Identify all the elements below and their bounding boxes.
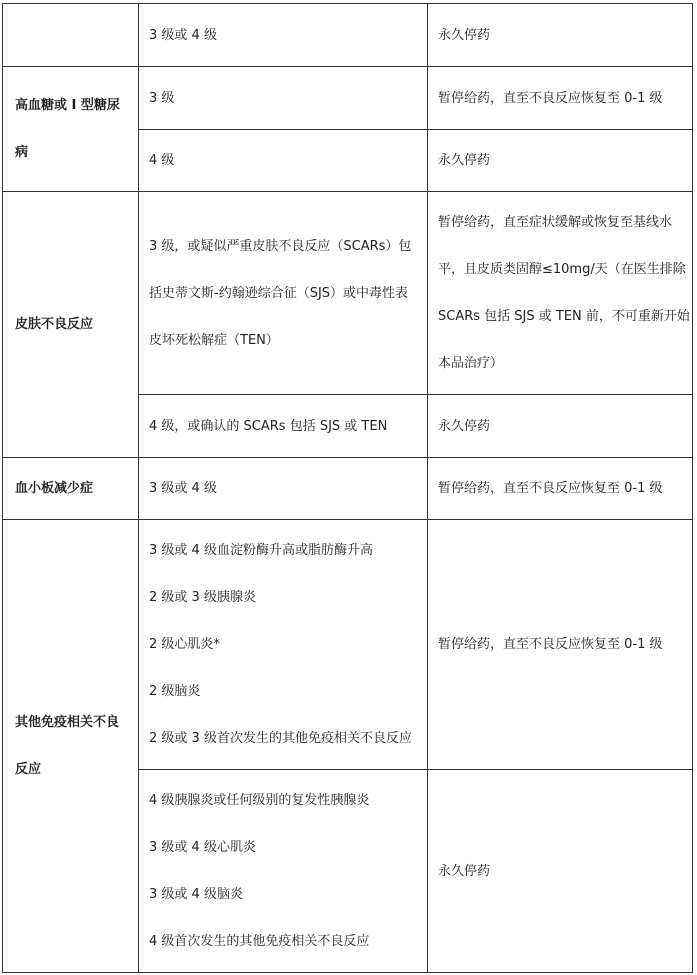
- category-cell-other-irae: [3, 520, 139, 973]
- category-line: 高血糖或 I 型糖尿: [15, 98, 120, 113]
- grade-cell: 4 级，或确认的 SCARs 包括 SJS 或 TEN: [139, 395, 428, 458]
- grade-line: 4 级胰腺炎或任何级别的复发性胰腺炎: [149, 793, 370, 808]
- action-line: 暂停给药，直至症状缓解或恢复至基线水: [438, 215, 673, 230]
- category-cell-thrombocytopenia: 血小板减少症: [3, 458, 139, 520]
- table-row: [3, 458, 693, 520]
- table-row: [3, 67, 693, 130]
- grade-line: 2 级或 3 级首次发生的其他免疫相关不良反应: [149, 731, 412, 746]
- category-cell-hyperglycemia: [3, 67, 139, 192]
- category-cell-skin: 皮肤不良反应: [3, 192, 139, 458]
- adverse-reaction-dose-table: [2, 3, 693, 973]
- action-cell: 暂停给药，直至不良反应恢复至 0-1 级: [428, 458, 693, 520]
- action-cell: 暂停给药，直至不良反应恢复至 0-1 级: [428, 67, 693, 130]
- action-cell: 暂停给药，直至不良反应恢复至 0-1 级: [428, 520, 693, 770]
- grade-line: 2 级或 3 级胰腺炎: [149, 590, 256, 605]
- grade-cell: [139, 770, 428, 973]
- grade-cell: [139, 520, 428, 770]
- action-line: 平，且皮质类固醇≤10mg/天（在医生排除: [438, 262, 686, 277]
- category-line: 其他免疫相关不良: [15, 715, 120, 730]
- action-cell: [428, 192, 693, 395]
- grade-line: 括史蒂文斯-约翰逊综合征（SJS）或中毒性表: [149, 285, 409, 301]
- action-line: 本品治疗）: [438, 356, 504, 371]
- grade-line: 皮坏死松解症（TEN）: [149, 332, 279, 348]
- grade-line: 3 级，或疑似严重皮肤不良反应（SCARs）包: [149, 238, 412, 254]
- grade-line: 3 级或 4 级心肌炎: [149, 840, 256, 855]
- action-cell: 永久停药: [428, 395, 693, 458]
- table-row: [3, 520, 693, 770]
- category-line: 反应: [15, 762, 42, 777]
- grade-cell: 3 级: [139, 67, 428, 130]
- category-line: 病: [15, 145, 29, 160]
- action-line: SCARs 包括 SJS 或 TEN 前，不可重新开始: [438, 309, 690, 324]
- action-cell: 永久停药: [428, 130, 693, 192]
- table-row: [3, 192, 693, 395]
- grade-cell: [139, 192, 428, 395]
- category-cell: [3, 4, 139, 67]
- grade-line: 2 级脑炎: [149, 684, 201, 699]
- grade-cell: 3 级或 4 级: [139, 458, 428, 520]
- grade-line: 3 级或 4 级脑炎: [149, 887, 243, 902]
- action-cell: 永久停药: [428, 770, 693, 973]
- table-row: [3, 4, 693, 67]
- grade-line: 4 级首次发生的其他免疫相关不良反应: [149, 934, 370, 949]
- grade-line: 2 级心肌炎*: [149, 637, 220, 652]
- grade-line: 3 级或 4 级血淀粉酶升高或脂肪酶升高: [149, 543, 373, 558]
- grade-cell: 4 级: [139, 130, 428, 192]
- action-cell: 永久停药: [428, 4, 693, 67]
- grade-cell: 3 级或 4 级: [139, 4, 428, 67]
